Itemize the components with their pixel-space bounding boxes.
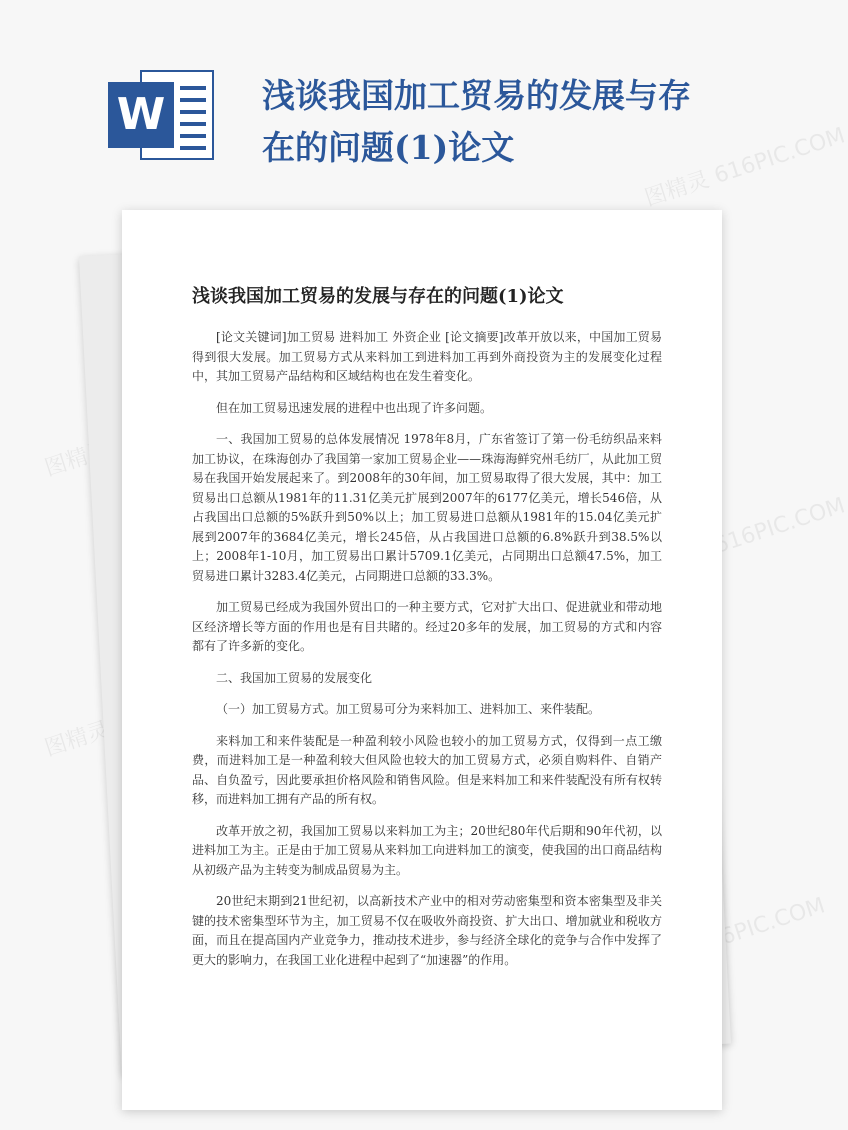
- watermark: 图精灵: [41, 437, 113, 482]
- watermark: 图精灵: [41, 717, 113, 762]
- document-header: [0, 0, 800, 190]
- paragraph: 来料加工和来件装配是一种盈利较小风险也较小的加工贸易方式，仅得到一点工缴费，而进料加工是一种盈利较大但风险也较大的加工贸易方式，必须自购料件、自销产品、自负盈亏，因此要承担价格风险和销售风险。但是来料加工和来件装配没有所有权转移，而进料加工拥有产品的所有权。: [192, 733, 662, 806]
- word-document-icon: [108, 70, 218, 160]
- paragraph: 改革开放之初，我国加工贸易以来料加工为主；20世纪80年代后期和90年代初，以进料加工为主。正是由于加工贸易从来料加工向进料加工的演变，使我国的出口商品结构从初级产品为主转变为制成品贸易为主。: [192, 823, 662, 877]
- document-page: [122, 210, 722, 1110]
- word-icon-badge: W: [108, 82, 174, 148]
- paragraph: 一、我国加工贸易的总体发展情况 1978年8月，广东省签订了第一份毛纺织品来料加工协议，在珠海创办了我国第一家加工贸易企业——珠海海鲜究州毛纺厂，从此加工贸易在我国开始发展起来了。到2008年的30年间，加工贸易取得了很大发展，其中：加工贸易出口总额从1981年的11.31亿美元扩展到2007年的6177亿美元，增长546倍，从占我国出口总额的5%跃升到50%以上；加工贸易进口总额从1981年的15.04亿美元扩展到2007年的3684亿美元，增长245倍，从占我国进口总额的6.8%跃升到38.5%以上；2008年1-10月，加工贸易出口累计5709.1亿美元，占同期出口总额47.5%，加工贸易进口累计3283.4亿美元，占同期进口总额的33.3%。: [192, 432, 662, 583]
- watermark: 616PIC.COM: [691, 893, 829, 959]
- watermark: 图精灵 616PIC.COM: [641, 493, 848, 582]
- paragraph: [论文关键词]加工贸易 进料加工 外资企业 [论文摘要]改革开放以来，中国加工贸易得到很大发展。加工贸易方式从来料加工到进料加工再到外商投资为主的发展变化过程中，其加工贸易产品结构和区域结构也在发生着变化。: [192, 330, 662, 383]
- watermark: 图精灵 616PIC.COM: [641, 123, 848, 212]
- paragraph: 20世纪末期到21世纪初，以高新技术产业中的相对劳动密集型和资本密集型及非关键的技术密集型环节为主，加工贸易不仅在吸收外商投资、扩大出口、增加就业和税收方面，而且在提高国内产业竞争力，推动技术进步，参与经济全球化的竞争与合作中发挥了更大的影响力，在我国工业化进程中起到了“加速器”的作用。: [192, 894, 662, 967]
- page-heading: 浅谈我国加工贸易的发展与存在的问题(1)论文: [192, 286, 564, 307]
- document-body: [192, 328, 662, 982]
- paragraph: （一）加工贸易方式。加工贸易可分为来料加工、进料加工、来件装配。: [216, 702, 601, 716]
- document-title: 浅谈我国加工贸易的发展与存在的问题(1)论文: [262, 76, 691, 167]
- paragraph: 但在加工贸易迅速发展的进程中也出现了许多问题。: [216, 400, 493, 415]
- section-heading: 二、我国加工贸易的发展变化: [216, 670, 373, 685]
- paragraph: 加工贸易已经成为我国外贸出口的一种主要方式，它对扩大出口、促进就业和带动地区经济增长等方面的作用也是有目共睹的。经过20多年的发展，加工贸易的方式和内容都有了许多新的变化。: [192, 600, 662, 653]
